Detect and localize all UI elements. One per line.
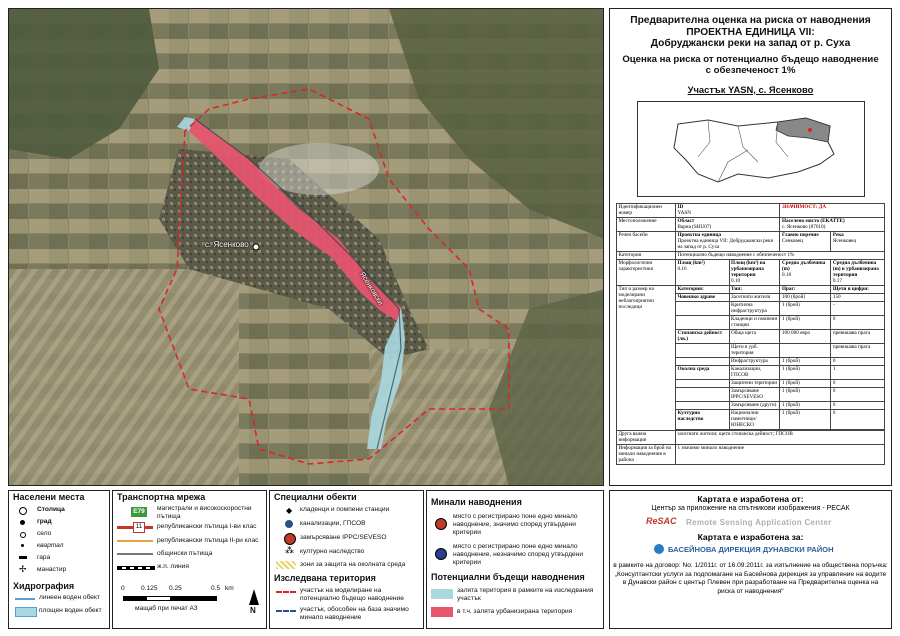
cons-value: превишава прага — [831, 329, 885, 343]
municipal-road-line-icon — [117, 553, 153, 555]
cons-threshold: 1 (брой) — [780, 401, 831, 409]
basin-label: Речен басейн — [617, 231, 676, 251]
north-arrow-icon — [249, 589, 259, 605]
title-line1: Предварителна оценка на риска от наводнения — [630, 15, 871, 26]
cons-type: Национални паметници/ЮНЕСКО — [729, 409, 780, 429]
legend-flooded-area: залята територия в рамките на изследвания участък — [457, 587, 594, 602]
area-header: Площ (km²) — [677, 260, 705, 266]
legend-wells: кладенци и помпени станции — [300, 506, 390, 513]
road-class2-line-icon — [117, 540, 153, 542]
inset-canvas — [638, 102, 864, 196]
main-basin-value: Сенковец — [781, 238, 803, 244]
cons-cat: Стопанска дейност (лв.) — [675, 329, 729, 343]
north-label: N — [250, 606, 256, 615]
legend-special — [269, 490, 424, 629]
legend-model-section: участък на моделиране на потенциално бъдещо наводнение — [300, 587, 404, 602]
legend-road-class1: републикански пътища I-ви клас — [157, 523, 257, 530]
pu-value: Проектна единица VII: Добруджански реки на запад от р. Суха — [677, 238, 774, 250]
settlement-header: Населено място (ЕКАТТЕ) — [781, 218, 845, 224]
well-icon: ◆ — [286, 506, 293, 515]
cons-type: Инфраструктура — [729, 357, 780, 365]
subtitle-line1: Оценка на риска от потенциално бъдещо наводнение — [622, 53, 879, 65]
past-floods-title: Минали наводнения — [431, 497, 522, 507]
past-floods-value: 1 значимо минало наводнение — [675, 444, 884, 464]
cons-type: Засегнати жители — [729, 293, 780, 301]
urban-area-value: 0.10 — [731, 278, 741, 284]
linear-water-icon — [15, 598, 35, 600]
subtitle-line2: с обезпеченост 1% — [705, 64, 796, 76]
legend-flooded-urban: в т.ч. залята урбанизирана територия — [457, 608, 573, 615]
category-label: Категория — [617, 251, 676, 259]
study-title: Изследвана територия — [274, 573, 376, 583]
past-section-line-icon — [276, 610, 296, 612]
significance-value: ЗНАЧИМОСТ: ДА — [780, 203, 885, 217]
location-label: Местоположение — [617, 217, 676, 231]
motorway-shield-icon: E79 — [131, 507, 147, 517]
made-by-title: Картата е изработена от: — [697, 494, 804, 504]
cons-threshold: 1 (брой) — [780, 315, 831, 329]
cons-value: 0 — [831, 357, 885, 365]
resac-name: Remote Sensing Application Center — [686, 518, 832, 527]
cons-value: 0 — [831, 387, 885, 401]
legend-heritage: културно наследство — [300, 548, 365, 555]
info-table — [616, 203, 885, 465]
legend-past-section: участък, обособен на база значимо минало наводнение — [300, 606, 409, 621]
cons-threshold: 1 (брой) — [780, 379, 831, 387]
legend-road-class2: републикански пътища II-ри клас — [157, 537, 259, 544]
legend-area-water: площен воден обект — [39, 607, 102, 614]
bdd-name: БАСЕЙНОВА ДИРЕКЦИЯ ДУНАВСКИ РАЙОН — [668, 545, 834, 554]
cons-cat — [675, 357, 729, 365]
legend-significant-flood: място с регистрирано поне едно минало наводнение, значимо според утвърдени критерии — [453, 513, 578, 536]
cons-threshold: 1 (брой) — [780, 387, 831, 401]
cons-value: 150 — [831, 293, 885, 301]
pollution-icon — [284, 533, 296, 545]
legend-linear-water: линеен воден обект — [39, 594, 100, 601]
cons-type: Замърсяване IPPC/SEVESO — [729, 387, 780, 401]
title-line2: ПРОЕКТНА ЕДИНИЦА VII: — [686, 26, 815, 38]
legend-station: гара — [37, 554, 51, 561]
scale-tick-0: 0 — [121, 585, 125, 592]
past-floods-label: Информация за брой на минали наводнения в района — [617, 444, 676, 464]
id-label: Идентификационен номер — [617, 203, 676, 217]
legend-floods — [426, 490, 604, 629]
legend-settlements — [8, 490, 110, 629]
cons-value: превишава прага — [831, 343, 885, 357]
cons-type: Щети в урб. територия — [729, 343, 780, 357]
cons-threshold: 1 (брой) — [780, 301, 831, 315]
settlement-value: с. Ясенково (87610) — [781, 224, 826, 230]
cons-cat: Културно наследство — [675, 409, 729, 429]
credits-panel — [609, 490, 892, 629]
town-icon — [20, 520, 25, 525]
cons-value: 0 — [831, 379, 885, 387]
special-title: Специални обекти — [274, 492, 357, 502]
area-value: 0.16 — [677, 266, 687, 272]
urban-depth-header: Средна дълбочина (m) в урбанизирана територия — [832, 260, 879, 278]
legend-municipal-road: общински пътища — [157, 550, 213, 557]
map-canvas — [9, 9, 604, 486]
station-icon — [19, 556, 27, 559]
oblast-value: Варна (SHU07) — [677, 224, 712, 230]
category-value: Потенциално бъдещо наводнение с обезпеченост 1% — [675, 251, 884, 259]
type-header: Тип: — [731, 286, 743, 292]
legend-town: град — [37, 518, 52, 525]
potential-floods-title: Потенциални бъдещи наводнения — [431, 572, 585, 582]
legend-capital: Столица — [37, 506, 65, 513]
village-icon — [20, 532, 26, 538]
significant-flood-icon — [435, 518, 447, 530]
transport-title: Транспортна мрежа — [117, 492, 206, 502]
insignificant-flood-icon — [435, 548, 447, 560]
cons-cat — [675, 301, 729, 315]
urban-area-header: Площ (km²) на урбанизирана територия — [731, 260, 766, 278]
river-value: Ясенковец — [832, 238, 857, 244]
legend-quarter: квартал — [37, 542, 64, 549]
scale-tick-2: 0.25 — [169, 585, 182, 592]
resac-logo-row — [610, 514, 891, 532]
monastery-icon: ✢ — [19, 564, 27, 574]
cons-value: 0 — [831, 409, 885, 429]
hydro-title: Хидрография — [13, 581, 75, 591]
legend-motorway: магистрали и високоскоростни пътища — [157, 505, 252, 520]
flooded-area-icon — [431, 589, 453, 599]
cons-value: 0 — [831, 401, 885, 409]
aerial-map[interactable] — [8, 8, 604, 486]
scale-unit: km — [225, 585, 234, 592]
heritage-icon: ⁂ — [285, 545, 294, 555]
legend-village: село — [37, 530, 52, 537]
cons-type: Обща щета — [729, 329, 780, 343]
oblast-header: Област — [677, 218, 695, 224]
consequences-label: Тип и размер на моделирани неблагоприятни последици — [617, 285, 676, 430]
cons-cat — [675, 379, 729, 387]
morph-label: Морфологични характеристики — [617, 259, 676, 285]
cons-type: Канализации, ГПСОВ — [729, 365, 780, 379]
cons-cat: Човешко здраве — [675, 293, 729, 301]
other-info-label: Друга важна информация — [617, 430, 676, 444]
road-class1-shield-icon: 11 — [133, 522, 145, 533]
legend-pollution: замърсяване IPPC/SEVESO — [300, 534, 387, 541]
title-line3: Добруджански реки на запад от р. Суха — [650, 38, 851, 49]
main-basin-header: Главно поречие — [781, 232, 819, 238]
cons-type: Защитени територии — [729, 379, 780, 387]
legend-sewage: канализации, ГПСОВ — [300, 520, 366, 527]
urban-depth-value: 0.17 — [832, 278, 842, 284]
railway-line-icon — [117, 566, 155, 570]
cons-type: Кладенци и помпени станции — [729, 315, 780, 329]
resac-logo: ReSAC — [646, 516, 677, 526]
info-panel — [609, 8, 892, 486]
cons-threshold: 1 (брой) — [780, 409, 831, 429]
made-by-org: Център за приложение на спътникови изображения - РЕСАК — [651, 505, 850, 512]
contract-text-2: „Консултантски услуги за подпомагане на Басейнова дирекция за управление на водите в Дунавски район с център Плевен при разработване на Предварителна оценка на риска от наводнения" — [614, 570, 887, 595]
pu-header: Проектна единица — [677, 232, 722, 238]
bulgaria-inset-map — [637, 101, 865, 197]
place-label: с. Ясенково — [205, 240, 249, 249]
other-info-value: засегнати жители; щети стопанска дейност; ГПСОВ — [675, 430, 884, 444]
scale-tick-3: 0.5 — [211, 585, 221, 592]
flooded-urban-icon — [431, 607, 453, 617]
section-label: Участък YASN, с. Ясенково — [687, 83, 814, 95]
cons-threshold — [780, 343, 831, 357]
cons-threshold: 100 (брой) — [780, 293, 831, 301]
cons-cat: Околна среда — [675, 365, 729, 379]
made-for-title: Картата е изработена за: — [697, 532, 804, 542]
depth-header: Средна дълбочина (m) — [781, 260, 826, 272]
scale-tick-1: 0.125 — [141, 585, 158, 592]
cons-threshold: 1 (брой) — [780, 365, 831, 379]
bdd-logo-row — [610, 542, 891, 558]
cons-cat — [675, 343, 729, 357]
depth-value: 0.18 — [781, 272, 792, 278]
id-value: YASN — [677, 210, 692, 216]
village-marker — [253, 244, 259, 250]
river-header: Река — [832, 232, 844, 238]
protected-zone-icon — [276, 561, 296, 569]
scale-bar — [123, 596, 217, 601]
contract-text: в рамките на договор: No. 1/2011г. от 16.09.2011г. за изпълнение на обществена поръчка: — [613, 562, 888, 569]
cons-threshold: 100 000 евро — [780, 329, 831, 343]
cons-cat — [675, 387, 729, 401]
cons-type: Замърсяване (други) — [729, 401, 780, 409]
damage-header: Щети в цифри: — [832, 286, 869, 292]
quarter-icon — [21, 544, 24, 547]
cat-header: Категория: — [677, 286, 704, 292]
legend-protected: зони за защита на околната среда — [300, 561, 406, 568]
cons-type: Критична инфраструктура — [729, 301, 780, 315]
area-water-icon — [15, 607, 37, 617]
legend-insignificant-flood: място с регистрирано поне едно минало наводнение, незначимо според утвърдени критерии — [453, 543, 584, 566]
sewage-icon — [285, 520, 293, 528]
bdd-logo-icon — [654, 544, 664, 554]
site-marker — [808, 128, 812, 132]
river-label: Ясенковски — [358, 271, 384, 307]
scale-text: мащаб при печат А3 — [135, 605, 198, 612]
model-section-line-icon — [276, 591, 296, 593]
cons-threshold: 1 (брой) — [780, 357, 831, 365]
capital-icon — [19, 507, 27, 515]
legend-railway: ж.п. линия — [157, 563, 189, 570]
threshold-header: Праг: — [781, 286, 796, 292]
cons-value: 0 — [831, 315, 885, 329]
cons-value: - — [831, 301, 885, 315]
farmland-strips — [9, 269, 239, 486]
cons-value: 1 — [831, 365, 885, 379]
legend-transport — [112, 490, 267, 629]
cons-cat — [675, 315, 729, 329]
settlements-title: Населени места — [13, 492, 85, 502]
id-header: ID — [677, 204, 684, 210]
cons-cat — [675, 401, 729, 409]
legend-monastery: манастир — [37, 566, 67, 573]
